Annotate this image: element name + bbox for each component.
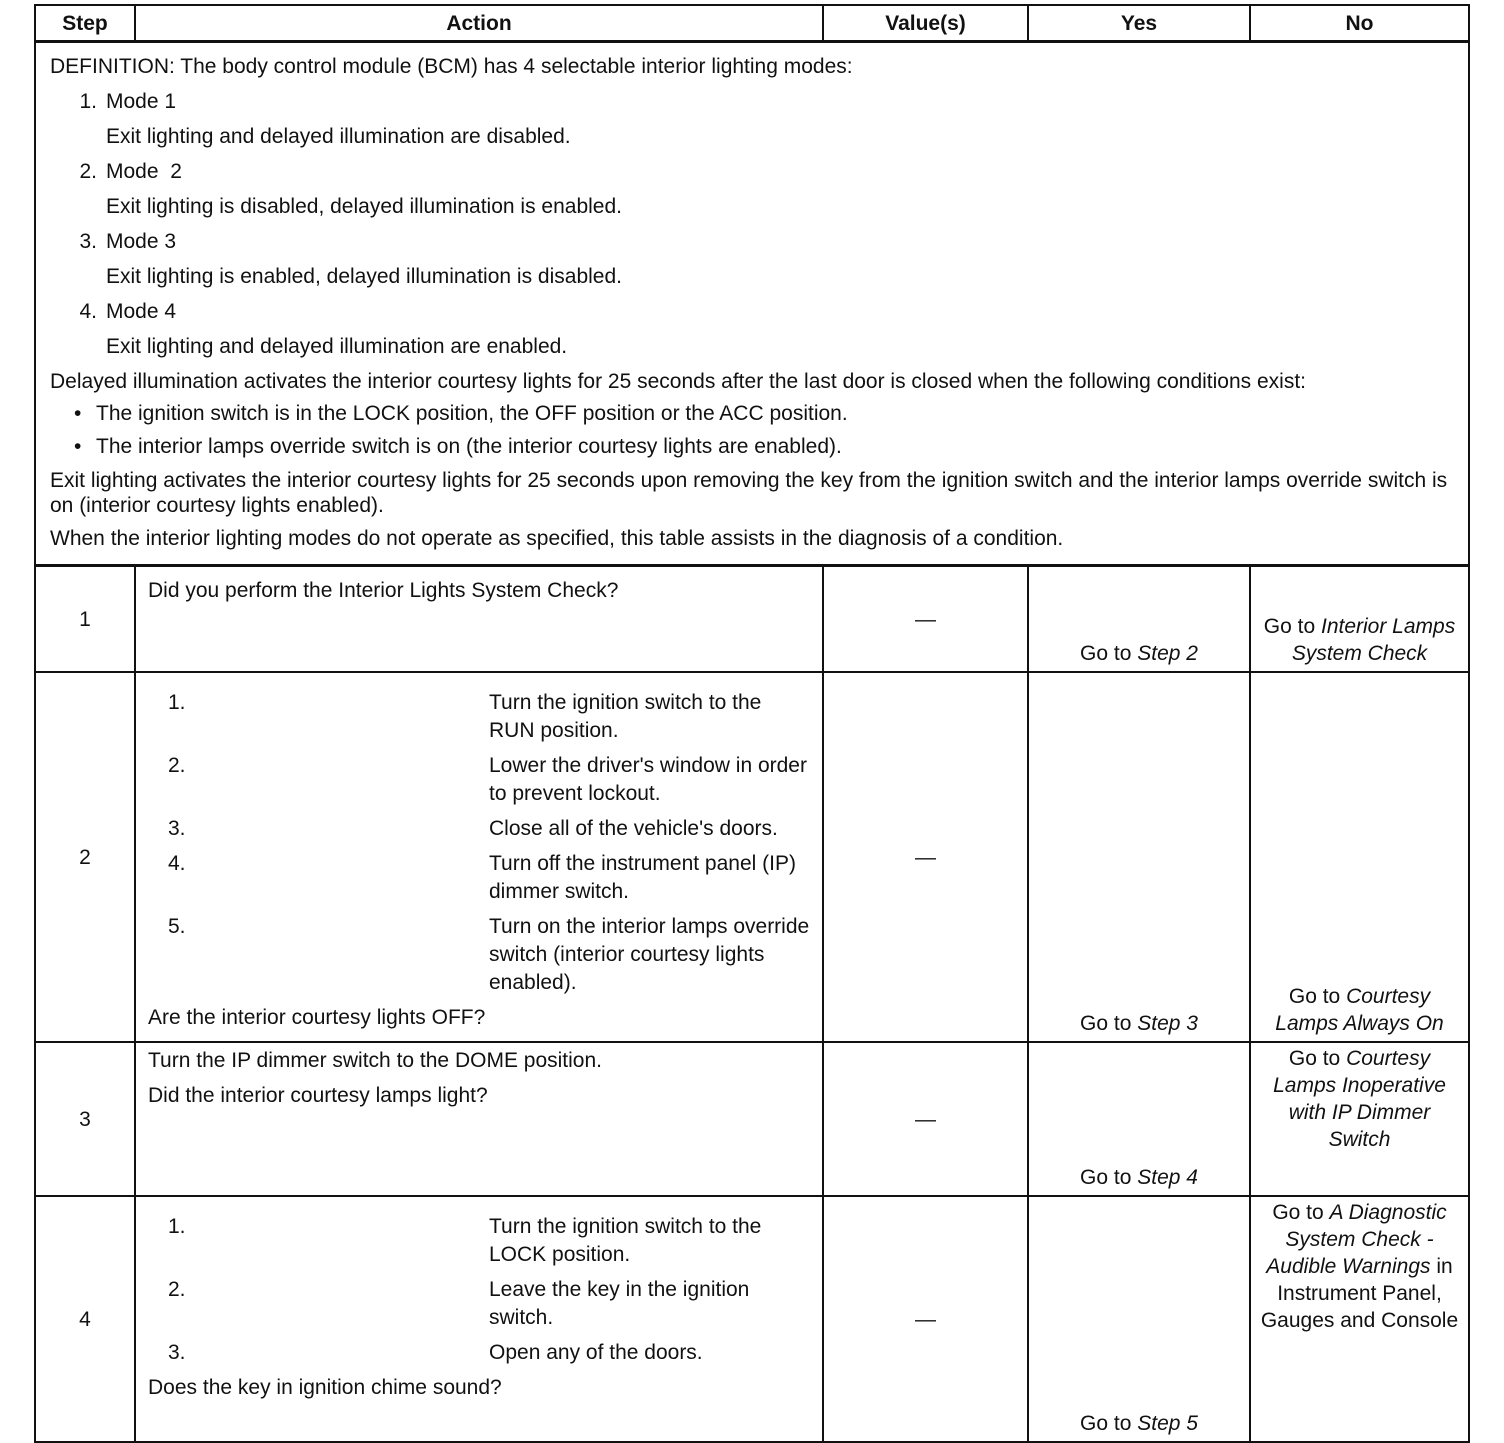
condition-item: • The interior lamps override switch is on (the interior courtesy lights are enabled). bbox=[74, 430, 1454, 463]
exit-lighting-text: Exit lighting activates the interior courtesy lights for 25 seconds upon removing the key from the ignition switch and the interior lamps override switch is on (interior courtesy lights enabled). bbox=[50, 469, 1448, 517]
table-row bbox=[35, 1042, 1469, 1196]
header-values: Value(s) bbox=[823, 5, 1028, 42]
step-question: Did the interior courtesy lamps light? bbox=[148, 1084, 488, 1107]
step-question: Are the interior courtesy lights OFF? bbox=[148, 1006, 486, 1029]
no-cell: Go to Courtesy Lamps Always On bbox=[1250, 672, 1469, 1042]
closing-text: When the interior lighting modes do not operate as specified, this table assists in the diagnosis of a condition. bbox=[50, 527, 1064, 550]
mode-item: 2. Mode 2 bbox=[50, 154, 1454, 189]
yes-cell: Go to Step 3 bbox=[1028, 672, 1250, 1042]
action-cell bbox=[135, 672, 823, 1042]
mode-item: 1. Mode 1 bbox=[50, 84, 1454, 119]
step-question: Did you perform the Interior Lights System Check? bbox=[148, 579, 619, 602]
mode-item: 4. Mode 4 bbox=[50, 294, 1454, 329]
list-item: 3. Close all of the vehicle's doors. bbox=[168, 817, 778, 840]
yes-cell: Go to Step 4 bbox=[1028, 1042, 1250, 1196]
action-steps bbox=[148, 1209, 810, 1370]
mode-name: Mode 3 bbox=[106, 230, 177, 253]
delayed-illumination-text: Delayed illumination activates the interior courtesy lights for 25 seconds after the last door is closed when the following conditions exist: bbox=[50, 370, 1306, 393]
action-cell bbox=[135, 1042, 823, 1196]
step-number: 3 bbox=[35, 1042, 135, 1196]
condition-item: • The ignition switch is in the LOCK position, the OFF position or the ACC position. bbox=[74, 397, 1454, 430]
table-row bbox=[35, 566, 1469, 673]
header-yes: Yes bbox=[1028, 5, 1250, 42]
no-cell: Go to A Diagnostic System Check - Audible Warnings in Instrument Panel, Gauges and Console bbox=[1250, 1196, 1469, 1442]
action-cell bbox=[135, 566, 823, 673]
no-link[interactable]: Courtesy Lamps Always On bbox=[1275, 985, 1444, 1035]
yes-cell: Go to Step 5 bbox=[1028, 1196, 1250, 1442]
definition-cell bbox=[35, 42, 1469, 566]
header-step: Step bbox=[35, 5, 135, 42]
mode-name: Mode 4 bbox=[106, 300, 177, 323]
mode-desc: Exit lighting is disabled, delayed illumination is enabled. bbox=[106, 195, 622, 218]
yes-link[interactable]: Step 4 bbox=[1137, 1166, 1198, 1189]
step-number: 4 bbox=[35, 1196, 135, 1442]
step-number: 2 bbox=[35, 672, 135, 1042]
mode-item: 3. Mode 3 bbox=[50, 224, 1454, 259]
mode-desc: Exit lighting and delayed illumination are disabled. bbox=[106, 125, 571, 148]
condition-list bbox=[50, 397, 1454, 463]
value-cell: — bbox=[823, 566, 1028, 673]
step-question: Does the key in ignition chime sound? bbox=[148, 1376, 502, 1399]
action-cell bbox=[135, 1196, 823, 1442]
yes-link[interactable]: Step 3 bbox=[1137, 1012, 1198, 1035]
no-suffix: in Instrument Panel, Gauges and Console bbox=[1260, 1255, 1459, 1332]
list-item: 1. Turn the ignition switch to the RUN position. bbox=[168, 691, 762, 742]
action-steps bbox=[148, 685, 810, 1000]
header-row bbox=[35, 5, 1469, 42]
value-cell: — bbox=[823, 672, 1028, 1042]
mode-list bbox=[50, 84, 1454, 364]
list-item: 4. Turn off the instrument panel (IP) dimmer switch. bbox=[168, 852, 796, 903]
header-action: Action bbox=[135, 5, 823, 42]
definition-row bbox=[35, 42, 1469, 566]
no-link[interactable]: Courtesy Lamps Inoperative with IP Dimmer Switch bbox=[1273, 1047, 1446, 1151]
step-number: 1 bbox=[35, 566, 135, 673]
mode-name: Mode 2 bbox=[106, 160, 182, 183]
list-item: 2. Lower the driver's window in order to prevent lockout. bbox=[168, 754, 807, 805]
value-cell: — bbox=[823, 1196, 1028, 1442]
no-cell: Go to Interior Lamps System Check bbox=[1250, 566, 1469, 673]
value-cell: — bbox=[823, 1042, 1028, 1196]
list-item: 3. Open any of the doors. bbox=[168, 1341, 703, 1364]
yes-link[interactable]: Step 2 bbox=[1137, 642, 1198, 665]
list-item: 5. Turn on the interior lamps override switch (interior courtesy lights enabled). bbox=[168, 915, 810, 994]
list-item: 2. Leave the key in the ignition switch. bbox=[168, 1278, 750, 1329]
header-no: No bbox=[1250, 5, 1469, 42]
no-link[interactable]: A Diagnostic System Check - Audible Warnings bbox=[1266, 1201, 1447, 1278]
yes-cell: Go to Step 2 bbox=[1028, 566, 1250, 673]
yes-link[interactable]: Step 5 bbox=[1137, 1412, 1198, 1435]
table-row bbox=[35, 1196, 1469, 1442]
definition-intro: DEFINITION: The body control module (BCM) has 4 selectable interior lighting modes: bbox=[50, 55, 853, 78]
mode-desc: Exit lighting is enabled, delayed illumination is disabled. bbox=[106, 265, 622, 288]
table-row bbox=[35, 672, 1469, 1042]
step-instruction: Turn the IP dimmer switch to the DOME position. bbox=[148, 1049, 603, 1072]
mode-name: Mode 1 bbox=[106, 90, 177, 113]
list-item: 1. Turn the ignition switch to the LOCK position. bbox=[168, 1215, 762, 1266]
no-link[interactable]: Interior Lamps System Check bbox=[1291, 615, 1456, 665]
diagnostic-table bbox=[34, 4, 1470, 1443]
mode-desc: Exit lighting and delayed illumination are enabled. bbox=[106, 335, 568, 358]
no-cell: Go to Courtesy Lamps Inoperative with IP Dimmer Switch bbox=[1250, 1042, 1469, 1196]
